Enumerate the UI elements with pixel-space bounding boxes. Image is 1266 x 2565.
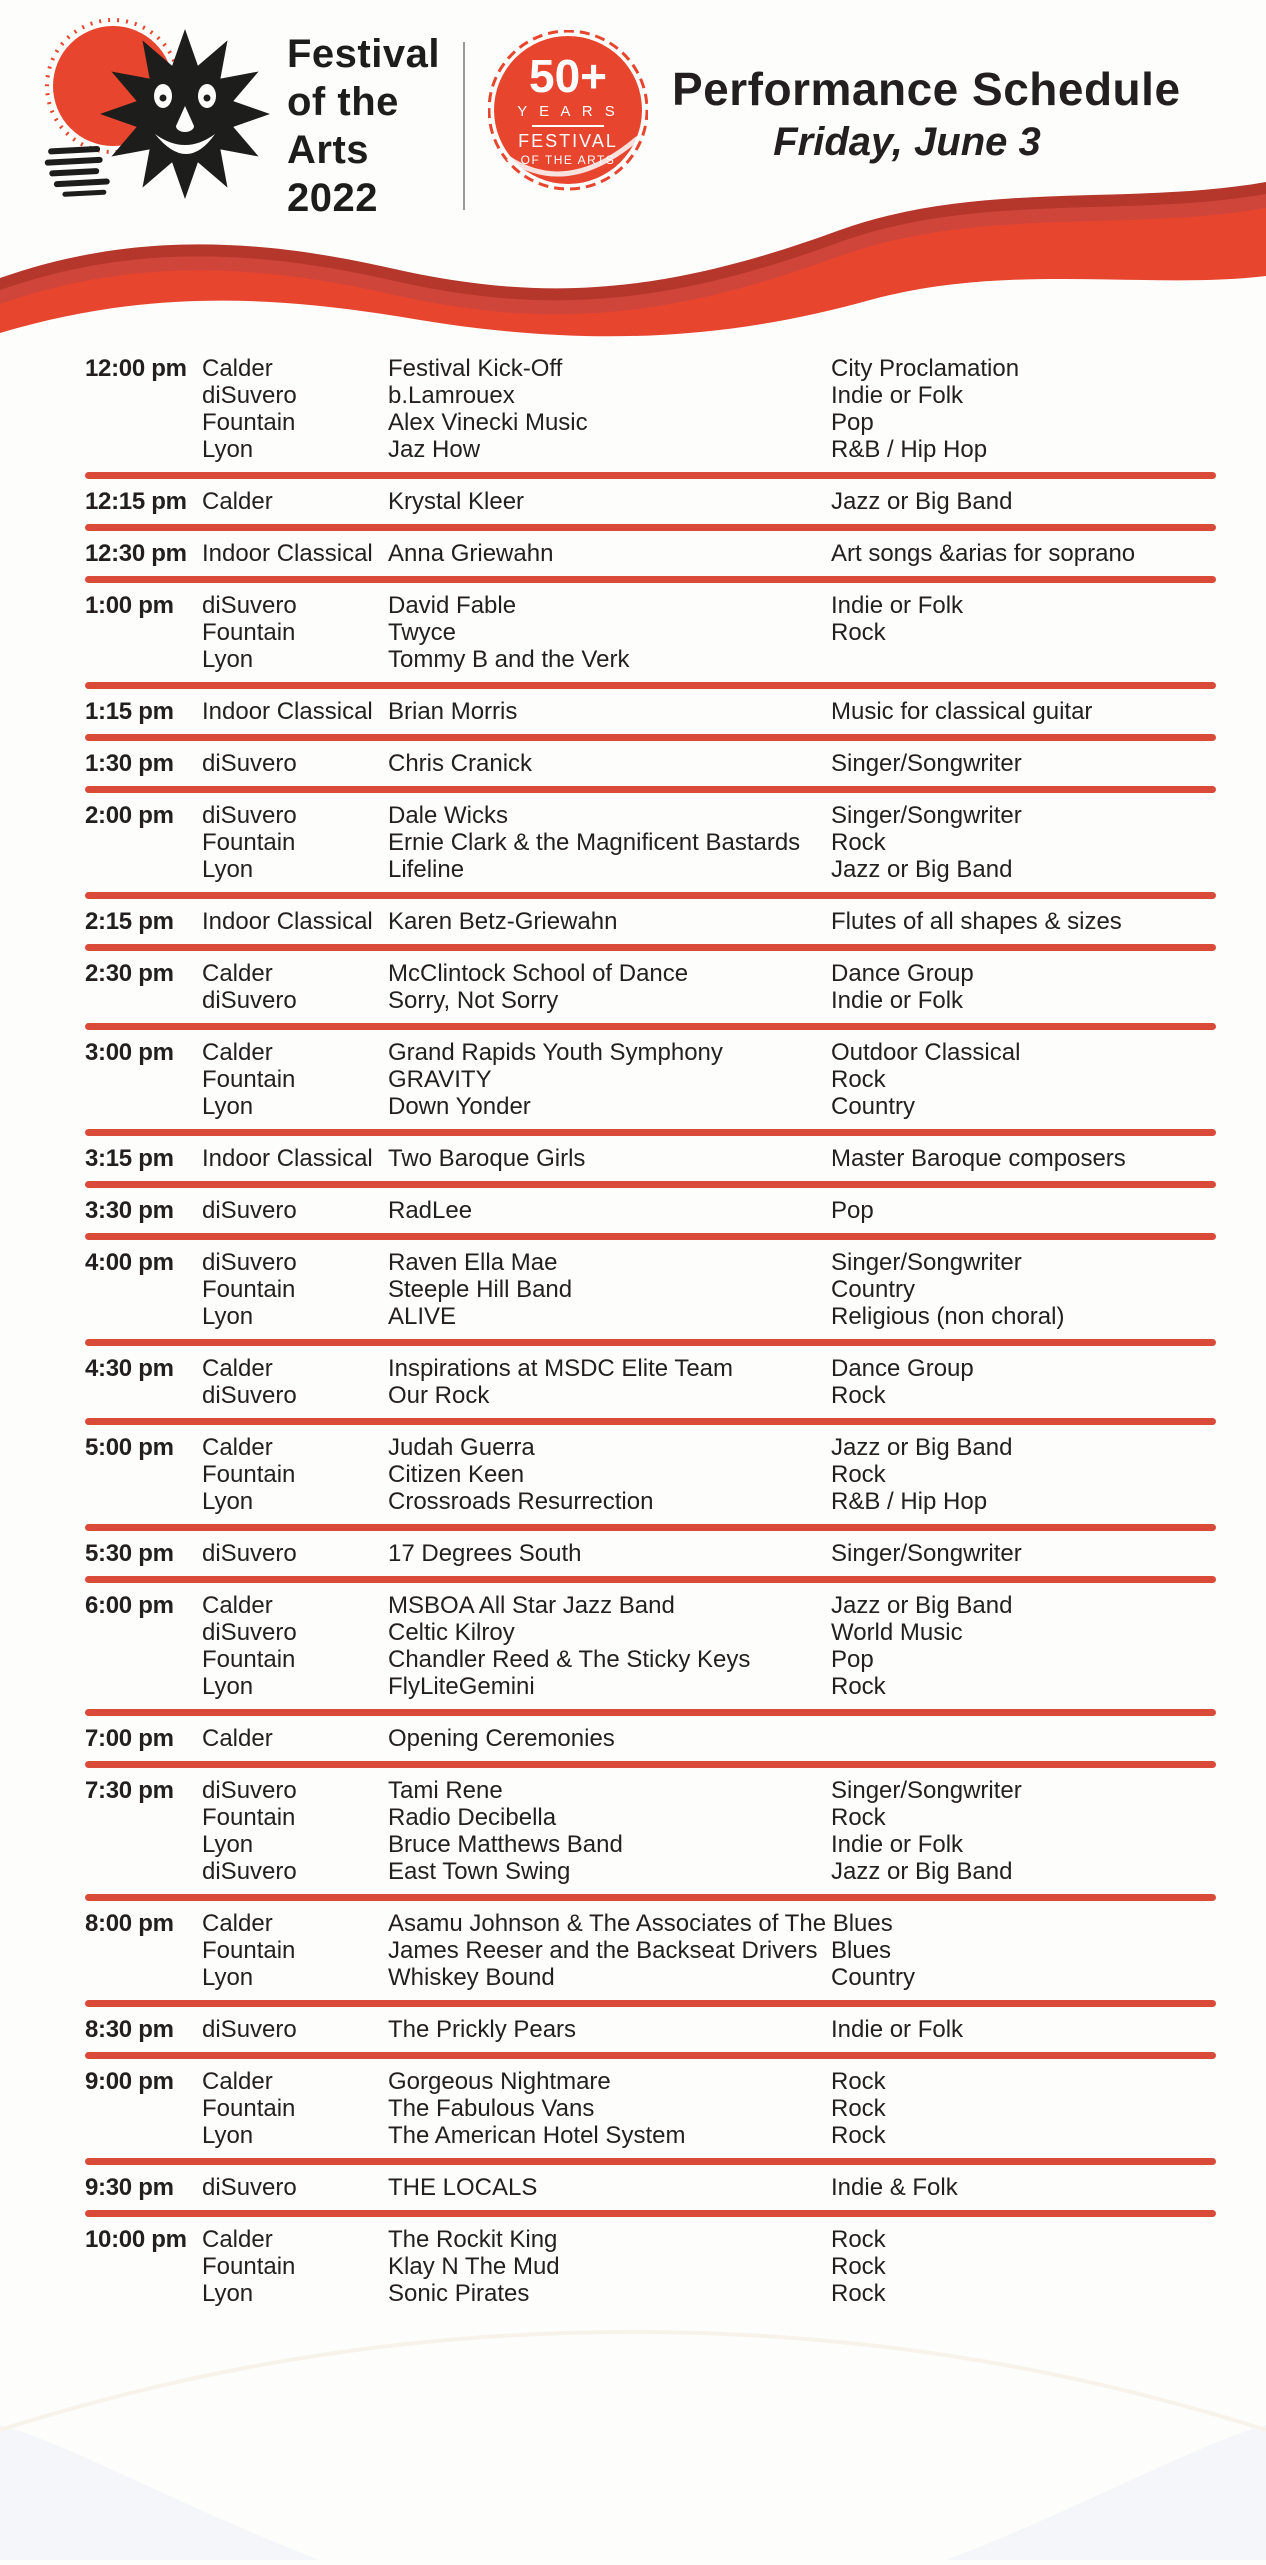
schedule-row [85,802,1216,829]
schedule-row [85,698,1216,725]
venue-cell: diSuvero [202,802,297,829]
schedule [0,346,1266,2316]
schedule-row [85,1964,1216,1991]
fifty-years-badge-icon [488,30,648,195]
genre-cell: Rock [831,2226,886,2253]
genre-cell: Singer/Songwriter [831,750,1022,777]
schedule-block [85,793,1216,892]
genre-cell: Master Baroque composers [831,1145,1126,1172]
separator-line [85,1576,1216,1583]
time-cell: 3:00 pm [85,1039,174,1066]
schedule-block [85,1030,1216,1129]
venue-cell: Lyon [202,646,254,673]
genre-cell: Rock [831,1066,886,1093]
genre-cell: Rock [831,1461,886,1488]
venue-cell: diSuvero [202,1382,297,1409]
schedule-row [85,1937,1216,1964]
genre-cell: Singer/Songwriter [831,1249,1022,1276]
schedule-row [85,960,1216,987]
time-cell: 5:30 pm [85,1540,174,1567]
time-cell: 1:00 pm [85,592,174,619]
badge-years-label: Y E A R S [517,103,619,120]
time-cell: 1:15 pm [85,698,174,725]
schedule-block [85,1136,1216,1181]
schedule-block [85,741,1216,786]
schedule-row [85,1619,1216,1646]
venue-cell: Lyon [202,1093,254,1120]
venue-cell: diSuvero [202,1777,297,1804]
schedule-row [85,1858,1216,1885]
genre-cell: World Music [831,1619,963,1646]
genre-cell: R&B / Hip Hop [831,436,988,463]
schedule-row [85,1355,1216,1382]
schedule-row [85,488,1216,515]
schedule-block [85,2165,1216,2210]
header-wave-decoration [0,178,1266,353]
venue-cell: Lyon [202,1964,254,1991]
artist-cell: Radio Decibella [388,1804,557,1831]
logo-line-4: 2022 [287,176,378,220]
venue-cell: Calder [202,488,273,515]
genre-cell: Religious (non choral) [831,1303,1065,1330]
venue-cell: Calder [202,1434,273,1461]
artist-cell: Citizen Keen [388,1461,525,1488]
schedule-row [85,908,1216,935]
artist-cell: McClintock School of Dance [388,960,689,987]
genre-cell: Pop [831,1197,874,1224]
artist-cell: GRAVITY [388,1066,492,1093]
separator-line [85,786,1216,793]
artist-cell: Two Baroque Girls [388,1145,586,1172]
genre-cell: Indie or Folk [831,592,964,619]
artist-cell: b.Lamrouex [388,382,515,409]
artist-cell: Asamu Johnson & The Associates of The Blues [388,1910,893,1937]
artist-cell: Raven Ella Mae [388,1249,558,1276]
time-cell: 12:15 pm [85,488,187,515]
schedule-row [85,1646,1216,1673]
venue-cell: diSuvero [202,592,297,619]
schedule-row [85,409,1216,436]
genre-cell: Indie or Folk [831,1831,964,1858]
artist-cell: The Fabulous Vans [388,2095,595,2122]
genre-cell: Pop [831,409,874,436]
venue-cell: diSuvero [202,750,297,777]
time-cell: 10:00 pm [85,2226,187,2253]
schedule-row [85,750,1216,777]
schedule-row [85,2068,1216,2095]
schedule-row [85,1249,1216,1276]
schedule-block [85,1768,1216,1894]
separator-line [85,1894,1216,1901]
separator-line [85,576,1216,583]
venue-cell: Calder [202,2068,273,2095]
schedule-row [85,619,1216,646]
venue-cell: Indoor Classical [202,1145,373,1172]
genre-cell: Rock [831,2095,886,2122]
separator-line [85,682,1216,689]
venue-cell: Indoor Classical [202,698,373,725]
artist-cell: Crossroads Resurrection [388,1488,654,1515]
venue-cell: diSuvero [202,1197,297,1224]
time-cell: 4:00 pm [85,1249,174,1276]
venue-cell: Lyon [202,1831,254,1858]
schedule-row [85,1039,1216,1066]
venue-cell: Calder [202,1592,273,1619]
schedule-block [85,1425,1216,1524]
time-cell: 2:00 pm [85,802,174,829]
schedule-block [85,2217,1216,2316]
artist-cell: Inspirations at MSDC Elite Team [388,1355,734,1382]
schedule-row [85,1461,1216,1488]
venue-cell: Lyon [202,2122,254,2149]
schedule-row [85,1276,1216,1303]
genre-cell: Jazz or Big Band [831,1592,1013,1619]
venue-cell: Calder [202,1910,273,1937]
genre-cell: Rock [831,619,886,646]
venue-cell: diSuvero [202,382,297,409]
venue-cell: Fountain [202,619,296,646]
logo-line-2: of the [287,80,399,124]
schedule-row [85,1382,1216,1409]
separator-line [85,2000,1216,2007]
venue-cell: diSuvero [202,2174,297,2201]
genre-cell: City Proclamation [831,355,1020,382]
separator-line [85,1181,1216,1188]
separator-line [85,1418,1216,1425]
time-cell: 1:30 pm [85,750,174,777]
time-cell: 8:00 pm [85,1910,174,1937]
time-cell: 5:00 pm [85,1434,174,1461]
artist-cell: Sonic Pirates [388,2280,530,2307]
separator-line [85,1761,1216,1768]
genre-cell: Art songs &arias for soprano [831,540,1136,567]
artist-cell: The Rockit King [388,2226,558,2253]
artist-cell: Gorgeous Nightmare [388,2068,611,2095]
artist-cell: Jaz How [388,436,481,463]
artist-cell: Grand Rapids Youth Symphony [388,1039,723,1066]
artist-cell: Tami Rene [388,1777,503,1804]
page-title: Performance Schedule [672,63,1181,115]
venue-cell: Indoor Classical [202,908,373,935]
venue-cell: Lyon [202,856,254,883]
artist-cell: Down Yonder [388,1093,531,1120]
schedule-block [85,479,1216,524]
venue-cell: Fountain [202,1804,296,1831]
venue-cell: Fountain [202,1066,296,1093]
schedule-row [85,592,1216,619]
schedule-row [85,1093,1216,1120]
schedule-block [85,689,1216,734]
venue-cell: Indoor Classical [202,540,373,567]
artist-cell: Alex Vinecki Music [388,409,588,436]
separator-line [85,2210,1216,2217]
header [0,0,1266,340]
venue-cell: Fountain [202,2253,296,2280]
schedule-row [85,1777,1216,1804]
artist-cell: The Prickly Pears [388,2016,577,2043]
schedule-row [85,1145,1216,1172]
separator-line [85,524,1216,531]
venue-cell: diSuvero [202,2016,297,2043]
genre-cell: Country [831,1964,916,1991]
schedule-block [85,2007,1216,2052]
time-cell: 9:30 pm [85,2174,174,2201]
schedule-row [85,1910,1216,1937]
separator-line [85,734,1216,741]
time-cell: 6:00 pm [85,1592,174,1619]
separator-line [85,1233,1216,1240]
time-cell: 9:00 pm [85,2068,174,2095]
genre-cell: Rock [831,1673,886,1700]
schedule-row [85,382,1216,409]
venue-cell: Fountain [202,1937,296,1964]
venue-cell: Calder [202,1039,273,1066]
artist-cell: 17 Degrees South [388,1540,582,1567]
venue-cell: Calder [202,355,273,382]
separator-line [85,472,1216,479]
page-subtitle: Friday, June 3 [773,120,1041,164]
genre-cell: Singer/Songwriter [831,1540,1022,1567]
time-cell: 2:15 pm [85,908,174,935]
schedule-block [85,1346,1216,1418]
venue-cell: diSuvero [202,1540,297,1567]
artist-cell: FlyLiteGemini [388,1673,535,1700]
separator-line [85,2052,1216,2059]
schedule-row [85,436,1216,463]
genre-cell: Singer/Songwriter [831,802,1022,829]
genre-cell: Rock [831,2068,886,2095]
genre-cell: Indie or Folk [831,987,964,1014]
genre-cell: Country [831,1093,916,1120]
artist-cell: MSBOA All Star Jazz Band [388,1592,675,1619]
genre-cell: Outdoor Classical [831,1039,1021,1066]
schedule-row [85,646,1216,673]
schedule-block [85,1716,1216,1761]
separator-line [85,1524,1216,1531]
schedule-row [85,1434,1216,1461]
separator-line [85,1709,1216,1716]
artist-cell: Krystal Kleer [388,488,525,515]
time-cell: 8:30 pm [85,2016,174,2043]
badge-festival-line2: OF THE ARTS [520,153,616,167]
time-cell: 7:30 pm [85,1777,174,1804]
separator-line [85,1129,1216,1136]
separator-line [85,2158,1216,2165]
venue-cell: Calder [202,1355,273,1382]
artist-cell: Chris Cranick [388,750,533,777]
venue-cell: Calder [202,960,273,987]
artist-cell: The American Hotel System [388,2122,686,2149]
genre-cell: Jazz or Big Band [831,1434,1013,1461]
artist-cell: Chandler Reed & The Sticky Keys [388,1646,751,1673]
artist-cell: Anna Griewahn [388,540,554,567]
schedule-row [85,1592,1216,1619]
separator-line [85,1023,1216,1030]
schedule-row [85,1488,1216,1515]
genre-cell: Jazz or Big Band [831,1858,1013,1885]
artist-cell: RadLee [388,1197,473,1224]
schedule-row [85,2253,1216,2280]
genre-cell: R&B / Hip Hop [831,1488,988,1515]
artist-cell: Tommy B and the Verk [388,646,630,673]
schedule-row [85,2122,1216,2149]
artist-cell: Klay N The Mud [388,2253,560,2280]
time-cell: 12:30 pm [85,540,187,567]
schedule-row [85,1831,1216,1858]
artist-cell: East Town Swing [388,1858,571,1885]
genre-cell: Rock [831,829,886,856]
artist-cell: Twyce [388,619,457,646]
venue-cell: Fountain [202,1276,296,1303]
artist-cell: Sorry, Not Sorry [388,987,559,1014]
artist-cell: Festival Kick-Off [388,355,563,382]
genre-cell: Dance Group [831,1355,974,1382]
genre-cell: Indie or Folk [831,382,964,409]
venue-cell: diSuvero [202,1249,297,1276]
separator-line [85,944,1216,951]
artist-cell: Opening Ceremonies [388,1725,615,1752]
time-cell: 7:00 pm [85,1725,174,1752]
badge-years-number: 50+ [528,50,608,102]
genre-cell: Flutes of all shapes & sizes [831,908,1122,935]
artist-cell: Judah Guerra [388,1434,535,1461]
artist-cell: THE LOCALS [388,2174,538,2201]
time-cell: 2:30 pm [85,960,174,987]
genre-cell: Jazz or Big Band [831,488,1013,515]
schedule-row [85,1066,1216,1093]
schedule-block [85,1188,1216,1233]
artist-cell: Brian Morris [388,698,518,725]
venue-cell: Fountain [202,2095,296,2122]
venue-cell: Fountain [202,409,296,436]
schedule-row [85,1540,1216,1567]
venue-cell: Fountain [202,1646,296,1673]
artist-cell: ALIVE [388,1303,457,1330]
schedule-block [85,583,1216,682]
schedule-row [85,987,1216,1014]
artist-cell: Bruce Matthews Band [388,1831,623,1858]
venue-cell: Lyon [202,1303,254,1330]
schedule-row [85,1303,1216,1330]
genre-cell: Rock [831,2122,886,2149]
venue-cell: Lyon [202,2280,254,2307]
title-block [672,62,1181,165]
schedule-block [85,1531,1216,1576]
artist-cell: Ernie Clark & the Magnificent Bastards [388,829,801,856]
badge-festival-line1: FESTIVAL [518,131,618,151]
genre-cell: Indie & Folk [831,2174,958,2201]
schedule-row [85,2280,1216,2307]
schedule-row [85,1673,1216,1700]
genre-cell: Rock [831,1804,886,1831]
schedule-block [85,1901,1216,2000]
schedule-row [85,1725,1216,1752]
schedule-block [85,951,1216,1023]
genre-cell: Dance Group [831,960,974,987]
bottom-wave-decoration [0,2330,1266,2560]
schedule-block [85,1240,1216,1339]
artist-cell: Steeple Hill Band [388,1276,573,1303]
artist-cell: Dale Wicks [388,802,509,829]
venue-cell: Fountain [202,1461,296,1488]
time-cell: 4:30 pm [85,1355,174,1382]
schedule-row [85,829,1216,856]
genre-cell: Jazz or Big Band [831,856,1013,883]
artist-cell: Whiskey Bound [388,1964,555,1991]
genre-cell: Country [831,1276,916,1303]
time-cell: 3:15 pm [85,1145,174,1172]
schedule-row [85,1804,1216,1831]
artist-cell: David Fable [388,592,517,619]
venue-cell: diSuvero [202,987,297,1014]
genre-cell: Rock [831,1382,886,1409]
venue-cell: diSuvero [202,1619,297,1646]
schedule-block [85,2059,1216,2158]
venue-cell: Calder [202,1725,273,1752]
schedule-block [85,531,1216,576]
schedule-row [85,2226,1216,2253]
artist-cell: Lifeline [388,856,465,883]
schedule-block [85,346,1216,472]
schedule-row [85,2174,1216,2201]
schedule-block [85,899,1216,944]
time-cell: 3:30 pm [85,1197,174,1224]
venue-cell: Lyon [202,436,254,463]
separator-line [85,1339,1216,1346]
venue-cell: Lyon [202,1488,254,1515]
genre-cell: Pop [831,1646,874,1673]
schedule-row [85,856,1216,883]
genre-cell: Music for classical guitar [831,698,1093,725]
venue-cell: diSuvero [202,1858,297,1885]
artist-cell: Our Rock [388,1382,490,1409]
logo-line-1: Festival [287,32,440,76]
separator-line [85,892,1216,899]
genre-cell: Rock [831,2253,886,2280]
schedule-row [85,2095,1216,2122]
artist-cell: Karen Betz-Griewahn [388,908,618,935]
venue-cell: Calder [202,2226,273,2253]
genre-cell: Indie or Folk [831,2016,964,2043]
schedule-row [85,2016,1216,2043]
schedule-block [85,1583,1216,1709]
genre-cell: Rock [831,2280,886,2307]
artist-cell: Celtic Kilroy [388,1619,515,1646]
time-cell: 12:00 pm [85,355,187,382]
venue-cell: Lyon [202,1673,254,1700]
schedule-row [85,540,1216,567]
schedule-row [85,355,1216,382]
genre-cell: Blues [831,1937,892,1964]
logo-line-3: Arts [287,128,370,172]
genre-cell: Singer/Songwriter [831,1777,1022,1804]
schedule-row [85,1197,1216,1224]
venue-cell: Fountain [202,829,296,856]
artist-cell: James Reeser and the Backseat Drivers [388,1937,818,1964]
